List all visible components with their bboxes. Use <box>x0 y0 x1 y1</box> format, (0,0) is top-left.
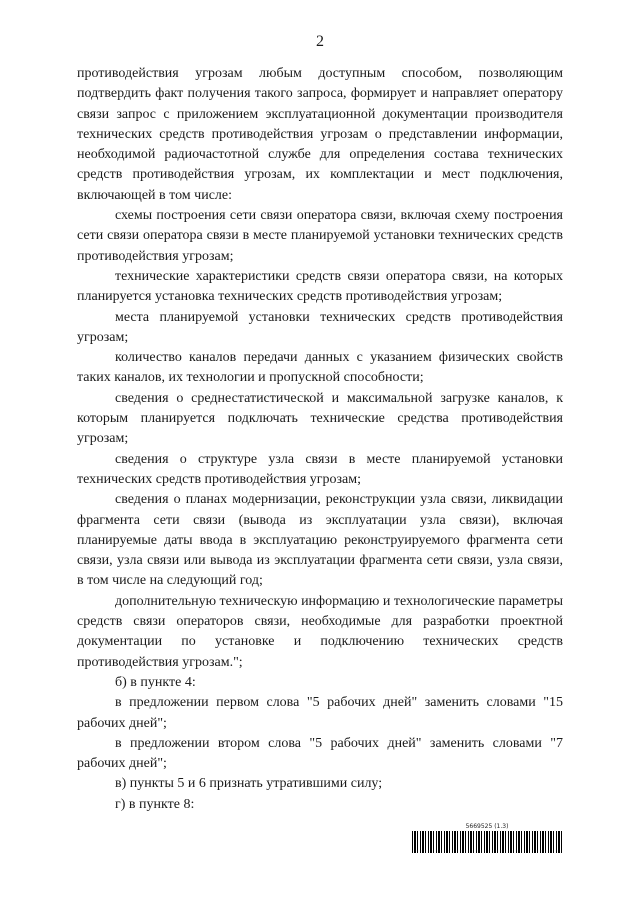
barcode-icon <box>412 831 562 853</box>
paragraph-channel-load: сведения о среднестатистической и максимальной загрузке каналов, к которым планируется подключать технические средства противодействия угрозам; <box>77 390 563 447</box>
paragraph-additional-info: дополнительную техническую информацию и технологические параметры средств связи операторов связи, необходимые для разработки проектной документации по установке и подключению технических средств противодействия угрозам."; <box>77 593 564 670</box>
paragraph-item-b: б) в пункте 4: <box>115 674 196 690</box>
paragraph-technical-characteristics: технические характеристики средств связи оператора связи, на которых планируется установка технических средств противодействия угрозам; <box>77 268 563 305</box>
paragraph-first-sentence: в предложении первом слова "5 рабочих дней" заменить словами "15 рабочих дней"; <box>77 695 563 731</box>
page-number: 2 <box>316 33 324 50</box>
paragraph-installation-places: места планируемой установки технических средств противодействия угрозам; <box>77 309 563 345</box>
paragraph-item-g: г) в пункте 8: <box>115 796 195 812</box>
paragraph-item-v: в) пункты 5 и 6 признать утратившими силу; <box>115 776 383 792</box>
paragraph-modernization-plans: сведения о планах модернизации, реконструкции узла связи, ликвидации фрагмента сети связи (вывода из эксплуатации узла связи), включая планируемые даты ввода в эксплуатацию реконструируемого фрагмента сети связи, узла связи или вывода из эксплуатации фрагмента сети связи, узла связи, в том числе на следующий год; <box>77 492 563 589</box>
paragraph-continuation: противодействия угрозам любым доступным способом, позволяющим подтвердить факт получения такого запроса, формирует и направляет оператору связи запрос с приложением эксплуатационной документации производителя технических средств противодействия угрозам о представлении информации, необходимой радиочастотной службе для определения состава технических средств противодействия угрозам, их комплектации и мест подключения, включающей в том числе: <box>77 66 563 203</box>
paragraph-second-sentence: в предложении втором слова "5 рабочих дней" заменить словами "7 рабочих дней"; <box>77 735 563 772</box>
document-barcode <box>412 823 562 853</box>
paragraph-channel-count: количество каналов передачи данных с указанием физических свойств таких каналов, их технологии и пропускной способности; <box>77 350 563 386</box>
document-body <box>77 64 563 815</box>
barcode-number: 5669525 (1.3) <box>465 823 509 830</box>
paragraph-network-schemes: схемы построения сети связи оператора связи, включая схему построения сети связи оператора связи в месте планируемой установки технических средств противодействия угрозам; <box>77 208 563 264</box>
paragraph-node-structure: сведения о структуре узла связи в месте планируемой установки технических средств противодействия угрозам; <box>77 451 563 487</box>
